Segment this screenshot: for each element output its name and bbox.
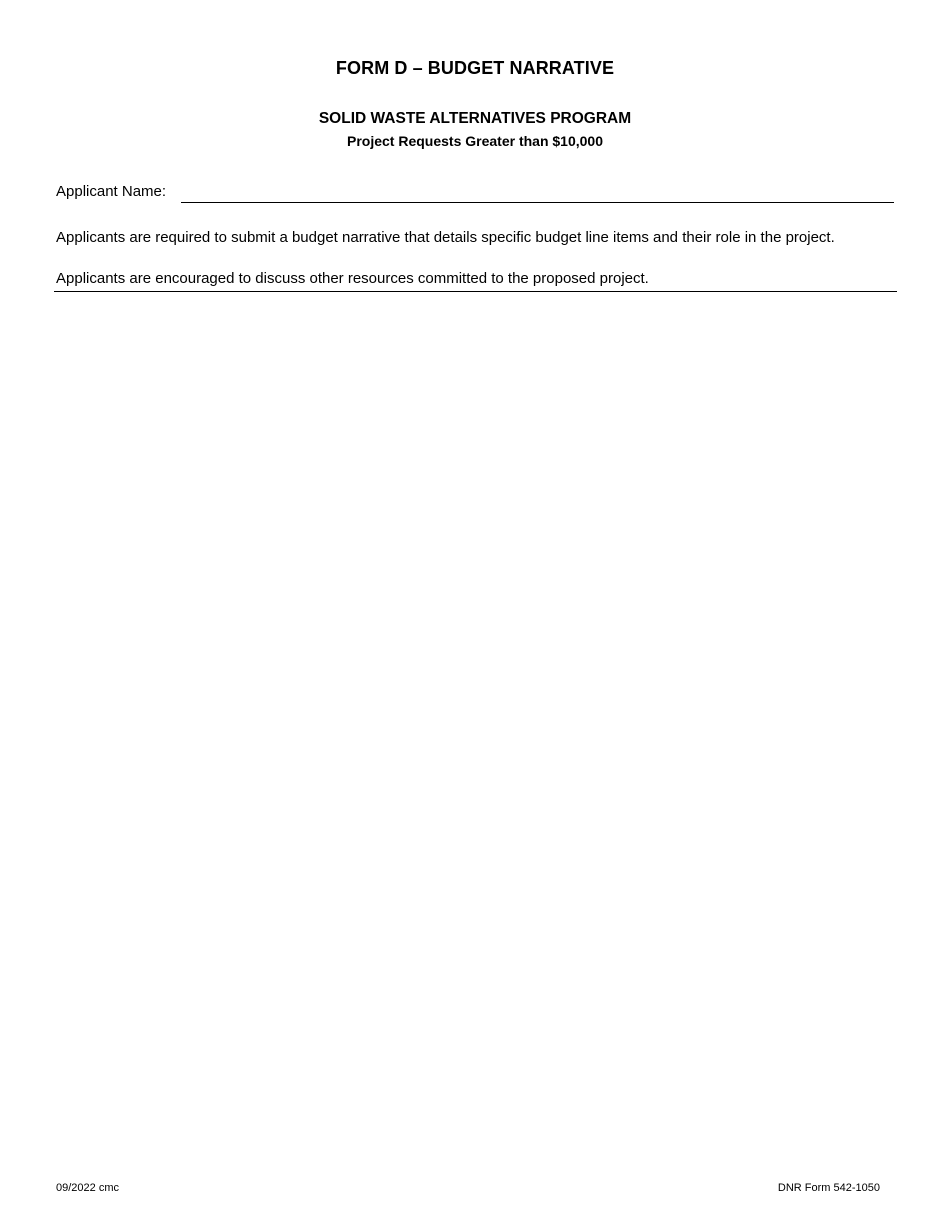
footer-form-number: DNR Form 542-1050 [777,1182,880,1194]
program-subtitle: Project Requests Greater than $10,000 [346,133,603,149]
form-title: FORM D – BUDGET NARRATIVE [335,58,615,78]
footer-revision: 09/2022 cmc [56,1182,119,1194]
applicant-name-row [56,183,894,205]
instruction-budget-narrative: Applicants are required to submit a budget narrative that details specific budget line items and their role in the project. [56,229,835,246]
program-title: SOLID WASTE ALTERNATIVES PROGRAM [318,110,632,127]
instruction-other-resources-row [54,270,897,292]
instruction-other-resources: Applicants are encouraged to discuss other resources committed to the proposed project. [56,270,649,287]
applicant-name-label: Applicant Name: [56,183,167,200]
budget-narrative-textarea[interactable] [54,294,897,1154]
applicant-name-input[interactable] [181,183,894,203]
